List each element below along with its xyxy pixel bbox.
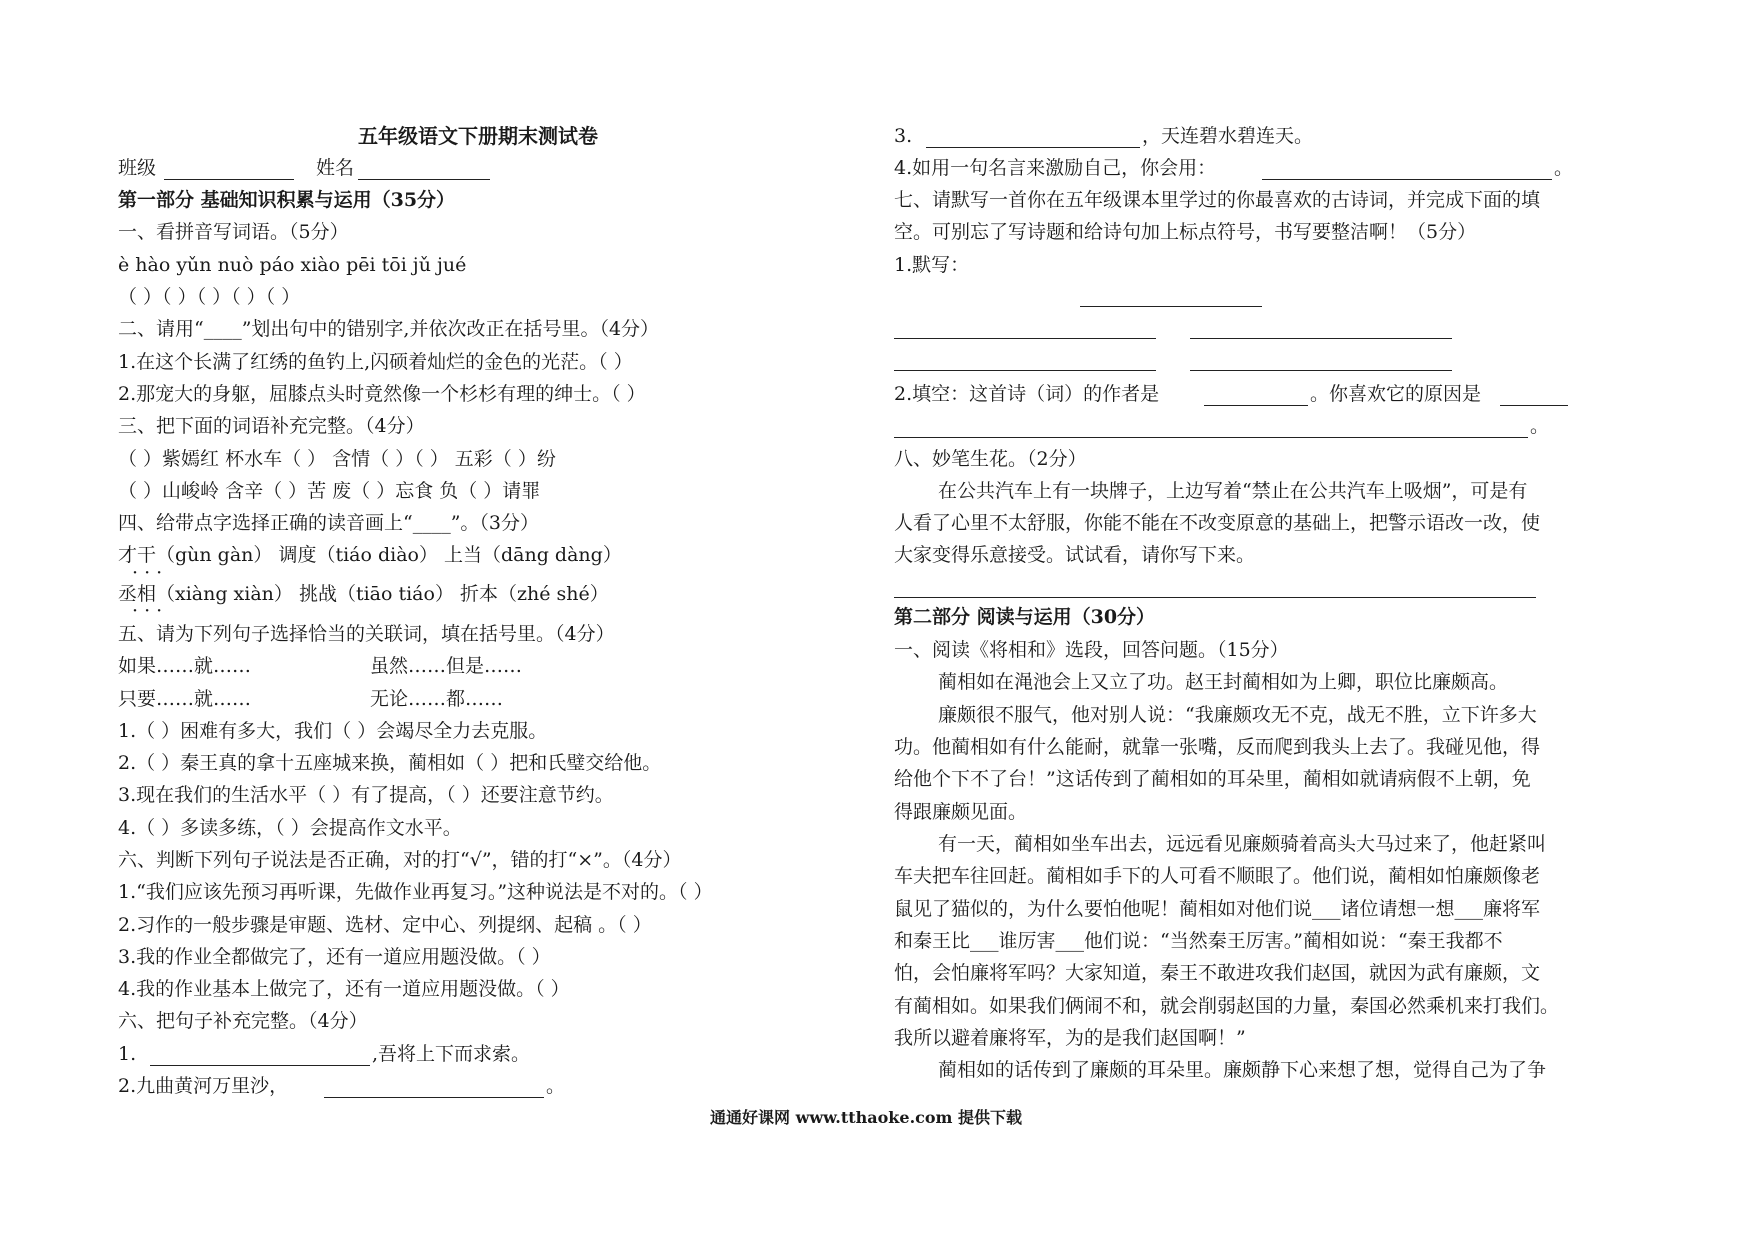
- poem-line-2b[interactable]: [1190, 370, 1452, 371]
- q5-pair-2b: 无论……都……: [370, 688, 504, 710]
- q2-sentence-1: 1.在这个长满了红绣的鱼钓上,闪硕着灿烂的金色的光茫。（ ）: [118, 351, 633, 373]
- poem-line-1b[interactable]: [1190, 338, 1452, 339]
- passage-line: 给他个下不了台！”这话传到了蔺相如的耳朵里，蔺相如就请病假不上朝，免: [894, 768, 1531, 790]
- poem-line-1a[interactable]: [894, 338, 1156, 339]
- q8-heading-line-1: 七、请默写一首你在五年级课本里学过的你最喜欢的古诗词，并完成下面的填: [894, 189, 1541, 211]
- q2-heading: 二、请用“____”划出句中的错别字,并依次改正在括号里。（4分）: [118, 318, 660, 340]
- q5-sentence-2: 2.（ ）秦王真的拿十五座城来换，蔺相如（ ）把和氏璧交给他。: [118, 752, 662, 774]
- q7-s1-prefix: 1.: [118, 1043, 137, 1065]
- q2-sentence-2: 2.那宠大的身躯，屈膝点头时竟然像一个杉杉有理的绅士。（ ）: [118, 383, 646, 405]
- class-label: 班级: [118, 157, 157, 179]
- name-label: 姓名: [316, 157, 355, 179]
- q8-fill-part-a: 2.填空：这首诗（词）的作者是: [894, 383, 1160, 405]
- q4-heading: 四、给带点字选择正确的读音画上“____”。（3分）: [118, 512, 540, 534]
- q9-heading: 八、妙笔生花。（2分）: [894, 448, 1087, 470]
- q7-s3-prefix: 3.: [894, 125, 913, 147]
- q6-sentence-3: 3.我的作业全都做完了，还有一道应用题没做。（ ）: [118, 946, 551, 968]
- q7-s2-suffix: 。: [546, 1075, 566, 1097]
- q9-para-line-1: 在公共汽车上有一块牌子，上边写着“禁止在公共汽车上吸烟”，可是有: [938, 480, 1528, 502]
- q7-s3-blank[interactable]: [926, 147, 1140, 148]
- part2-heading: 第二部分 阅读与运用（30分）: [894, 606, 1156, 628]
- q8-heading-line-2: 空。可别忘了写诗题和给诗句加上标点符号，书写要整洁啊！（5分）: [894, 221, 1477, 243]
- q4-row-2: 丞相（xiàng xiàn） 挑战（tiāo tiáo） 折本（zhé shé）: [118, 583, 609, 605]
- q5-sentence-3: 3.现在我们的生活水平（ ）有了提高，（ ）还要注意节约。: [118, 784, 614, 806]
- q1-brackets: （ ）（ ）（ ）（ ）（ ）: [118, 286, 301, 308]
- q5-sentence-1: 1.（ ）困难有多大，我们（ ）会竭尽全力去克服。: [118, 720, 548, 742]
- q5-pair-1b: 虽然……但是……: [370, 655, 523, 677]
- passage-line: 怕，会怕廉将军吗？大家知道，秦王不敢进攻我们赵国，就因为武有廉颇，文: [894, 962, 1541, 984]
- passage-line: 有一天，蔺相如坐车出去，远远看见廉颇骑着高头大马过来了，他赶紧叫: [938, 833, 1547, 855]
- q7-s2-blank[interactable]: [324, 1097, 544, 1098]
- q3-row-2: （ ）山峻岭 含辛（ ）苦 废（ ）忘食 负（ ）请罪: [118, 480, 541, 502]
- passage-line: 鼠见了猫似的，为什么要怕他呢！蔺相如对他们说___诸位请想一想___廉将军: [894, 898, 1541, 920]
- q5-pair-1a: 如果……就……: [118, 655, 252, 677]
- q8-dictation-label: 1.默写：: [894, 254, 970, 276]
- passage-line: 蔺相如的话传到了廉颇的耳朵里。廉颇静下心来想了想，觉得自己为了争: [938, 1059, 1547, 1081]
- emphasis-dots-row-2: · · ·: [132, 600, 163, 622]
- reason-blank-1[interactable]: [1500, 405, 1568, 406]
- q7-s3-suffix: ，天连碧水碧连天。: [1142, 125, 1314, 147]
- q9-para-line-2: 人看了心里不太舒服，你能不能在不改变原意的基础上，把警示语改一改，使: [894, 512, 1541, 534]
- q4-row-1: 才干（gùn gàn） 调度（tiáo diào） 上当（dāng dàng）: [118, 544, 622, 566]
- passage-line: 功。他蔺相如有什么能耐，就靠一张嘴，反而爬到我头上去了。我碰见他，得: [894, 736, 1541, 758]
- q6-heading: 六、判断下列句子说法是否正确，对的打“√”，错的打“×”。（4分）: [118, 849, 682, 871]
- passage-line: 车夫把车往回赶。蔺相如手下的人可看不顺眼了。他们说，蔺相如怕廉颇像老: [894, 865, 1541, 887]
- reason-blank-2[interactable]: [894, 437, 1528, 438]
- emphasis-dots-row-1: · · ·: [132, 562, 163, 584]
- q5-pair-2a: 只要……就……: [118, 688, 252, 710]
- q7-s4-prefix: 4.如用一句名言来激励自己，你会用：: [894, 157, 1217, 179]
- q6-sentence-4: 4.我的作业基本上做完了，还有一道应用题没做。（ ）: [118, 978, 570, 1000]
- q7-s4-suffix: 。: [1554, 157, 1574, 179]
- q1-pinyin: è hào yǔn nuò páo xiào pēi tōi jǔ jué: [118, 254, 467, 276]
- passage-line: 和秦王比___谁厉害___他们说：“当然秦王厉害。”蔺相如说：“秦王我都不: [894, 930, 1503, 952]
- r1-heading: 一、阅读《将相和》选段，回答问题。（15分）: [894, 639, 1289, 661]
- q5-sentence-4: 4.（ ）多读多练，（ ）会提高作文水平。: [118, 817, 462, 839]
- passage-line: 我所以避着廉将军，为的是我们赵国啊！”: [894, 1027, 1246, 1049]
- passage-line: 廉颇很不服气，他对别人说：“我廉颇攻无不克，战无不胜，立下许多大: [938, 704, 1537, 726]
- poem-line-2a[interactable]: [894, 370, 1156, 371]
- q9-answer-line[interactable]: [894, 597, 1536, 598]
- page-title: 五年级语文下册期末测试卷: [358, 124, 598, 148]
- passage-line: 蔺相如在渑池会上又立了功。赵王封蔺相如为上卿，职位比廉颇高。: [938, 671, 1509, 693]
- author-blank[interactable]: [1204, 405, 1308, 406]
- name-field[interactable]: [358, 179, 490, 180]
- q6-sentence-2: 2.习作的一般步骤是审题、选材、定中心、列提纲、起稿 。（ ）: [118, 914, 652, 936]
- q7-s2-prefix: 2.九曲黄河万里沙，: [118, 1075, 289, 1097]
- q6-sentence-1: 1.“我们应该先预习再听课，先做作业再复习。”这种说法是不对的。（ ）: [118, 881, 713, 903]
- passage-line: 得跟廉颇见面。: [894, 801, 1028, 823]
- q8-fill-end: 。: [1530, 415, 1550, 437]
- poem-title-line[interactable]: [1080, 306, 1262, 307]
- q7-s4-blank[interactable]: [1262, 179, 1552, 180]
- q7-s1-blank[interactable]: [150, 1065, 370, 1066]
- q3-row-1: （ ）紫嫣红 杯水车（ ） 含情（ ）（ ） 五彩（ ）纷: [118, 448, 556, 470]
- q7-s1-suffix: ,吾将上下而求索。: [372, 1043, 531, 1065]
- q7-heading: 六、把句子补充完整。（4分）: [118, 1010, 368, 1032]
- q3-heading: 三、把下面的词语补充完整。（4分）: [118, 415, 425, 437]
- q8-fill-part-b: 。你喜欢它的原因是: [1310, 383, 1482, 405]
- footer-download-note: 通通好课网 www.tthaoke.com 提供下载: [710, 1108, 1023, 1127]
- part1-heading: 第一部分 基础知识积累与运用（35分）: [118, 189, 456, 211]
- class-field[interactable]: [164, 179, 294, 180]
- q1-heading: 一、看拼音写词语。（5分）: [118, 221, 349, 243]
- passage-line: 有蔺相如。如果我们俩闹不和，就会削弱赵国的力量，秦国必然乘机来打我们。: [894, 995, 1560, 1017]
- q5-heading: 五、请为下列句子选择恰当的关联词，填在括号里。（4分）: [118, 623, 615, 645]
- q9-para-line-3: 大家变得乐意接受。试试看，请你写下来。: [894, 544, 1256, 566]
